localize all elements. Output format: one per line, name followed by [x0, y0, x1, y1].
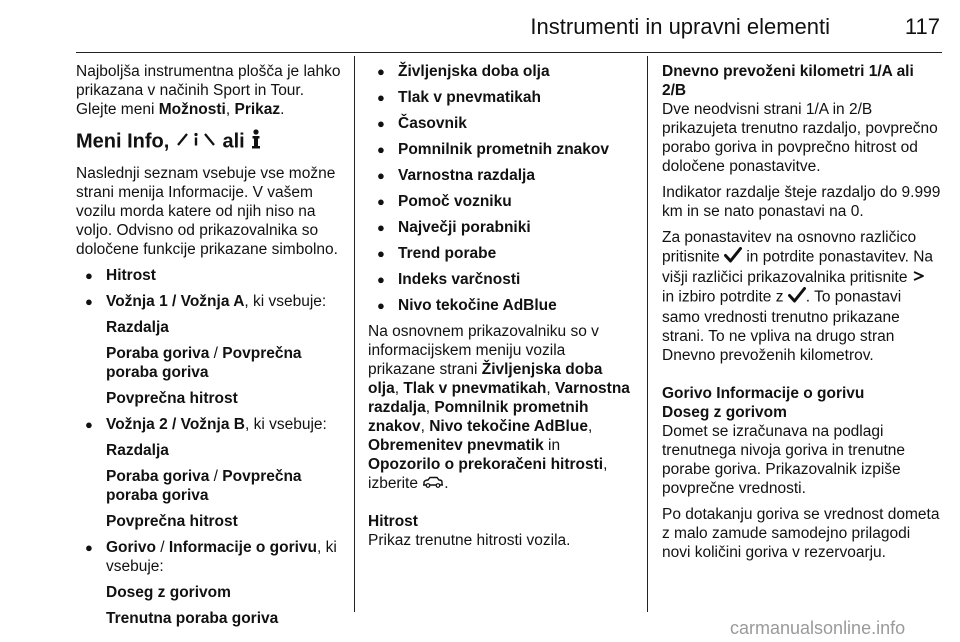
section-heading-fuel-range: Doseg z gorivom: [662, 404, 787, 422]
section-heading-speed: Hitrost: [368, 513, 418, 531]
base-display-paragraph: Na osnovnem prikazovalniku so v informacijskem meniju vozila prikazane strani Življenjska doba olja, Tlak v pnevmatikah, Varnostna razdalja, Pomnilnik prometnih znakov, Nivo tekočine AdBlue, Obremenitev pnevmatik in Opozorilo o prekoračeni hitrosti, izberite .: [368, 323, 630, 492]
info-menu-list-fuel: [76, 538, 342, 576]
info-menu-list-cont: [76, 415, 342, 434]
section-heading-info-menu: Meni Info, ali: [76, 129, 342, 155]
list-item-trip2: ● Vožnja 2 / Vožnja B, ki vsebuje:: [76, 415, 342, 434]
section-heading-fuel-info: Gorivo Informacije o gorivu: [662, 385, 865, 403]
column-2: [368, 62, 632, 557]
speed-paragraph: Prikaz trenutne hitrosti vozila.: [368, 532, 571, 550]
column-1: [76, 62, 342, 635]
checkmark-icon: [724, 247, 742, 268]
vehicle-icon: [422, 474, 444, 493]
info-menu-paragraph: Naslednji seznam vsebuje vse možne strani menija Informacije. V vašem vozilu morda katere od njih niso na voljo. Odvisno od prikazovalnika so določene funkcije prikazane simbolno.: [76, 165, 338, 258]
sub-item-current-consumption: Trenutna poraba goriva: [106, 610, 279, 627]
trip-paragraph-1: Dve neodvisni strani 1/A in 2/B prikazujeta trenutno razdaljo, povprečno porabo goriva in povprečno hitrost od določene ponastavitve.: [662, 101, 938, 175]
sub-item-average-speed-2: Povprečna hitrost: [106, 513, 238, 530]
steering-controls-icon: [175, 130, 217, 154]
running-header-title: Instrumenti in upravni elementi: [530, 14, 830, 39]
trip-paragraph-3: Za ponastavitev na osnovno različico pritisnite in potrdite ponastavitev. Na višji različici prikazovalnika pritisnite in izbiro potrdite z . To ponastavi samo vrednosti trenutno prikazane strani. To ne vpliva na drugo stran Dnevno prevoženih kilometrov.: [662, 229, 934, 365]
list-item-adblue-level: ● Nivo tekočine AdBlue: [368, 296, 632, 315]
list-item-oil-life: ● Življenjska doba olja: [368, 62, 632, 81]
sub-item-fuel-consumption: Poraba goriva / Povprečna poraba goriva: [106, 345, 302, 381]
section-heading-trip: Dnevno prevoženi kilometri 1/A ali 2/B: [662, 63, 914, 99]
column-divider-1: [354, 56, 355, 612]
fuel-range-paragraph-1: Domet se izračunava na podlagi trenutnega nivoja goriva in trenutne porabe goriva. Prikazovalnik izpiše povprečne vrednosti.: [662, 423, 905, 498]
sub-item-fuel-consumption-2: Poraba goriva / Povprečna poraba goriva: [106, 468, 302, 504]
sub-item-fuel-range: Doseg z gorivom: [106, 584, 231, 601]
list-item-consumption-trend: ● Trend porabe: [368, 244, 632, 263]
list-item-timer: ● Časovnik: [368, 114, 632, 133]
list-item-eco-index: ● Indeks varčnosti: [368, 270, 632, 289]
list-item-following-distance: ● Varnostna razdalja: [368, 166, 632, 185]
list-item-driver-assistance: ● Pomoč vozniku: [368, 192, 632, 211]
sub-item-distance-2: Razdalja: [106, 442, 169, 459]
checkmark-icon: [788, 287, 806, 308]
list-item-trip1: ● Vožnja 1 / Vožnja A, ki vsebuje:: [76, 292, 342, 311]
intro-paragraph: Najboljša instrumentna plošča je lahko prikazana v načinih Sport in Tour. Glejte meni Možnosti, Prikaz.: [76, 63, 341, 118]
column-divider-2: [647, 56, 648, 612]
next-arrow-icon: [912, 268, 926, 287]
list-item-fuel: ● Gorivo / Informacije o gorivu, ki vsebuje:: [76, 538, 342, 576]
list-item-top-consumers: ● Največji porabniki: [368, 218, 632, 237]
list-item-tyre-pressure: ● Tlak v pnevmatikah: [368, 88, 632, 107]
fuel-range-paragraph-2: Po dotakanju goriva se vrednost dometa z malo zamude samodejno prilagodi novi količini goriva v rezervoarju.: [662, 506, 940, 562]
watermark: carmanualsonline.info: [730, 618, 906, 638]
menu-link-options: Možnosti: [158, 101, 226, 118]
column-3: [662, 62, 942, 569]
sub-item-distance: Razdalja: [106, 319, 169, 336]
info-icon: [250, 129, 262, 155]
list-item-speed: ● Hitrost: [76, 266, 342, 285]
info-pages-list: [368, 62, 632, 315]
sub-item-average-speed: Povprečna hitrost: [106, 390, 238, 407]
menu-link-display: Prikaz: [234, 101, 281, 118]
info-menu-list: [76, 266, 342, 311]
trip-paragraph-2: Indikator razdalje šteje razdaljo do 9.999 km in se nato ponastavi na 0.: [662, 184, 941, 220]
header-rule: [76, 52, 942, 53]
page-number: 117: [904, 14, 940, 39]
list-item-traffic-sign-memory: ● Pomnilnik prometnih znakov: [368, 140, 632, 159]
